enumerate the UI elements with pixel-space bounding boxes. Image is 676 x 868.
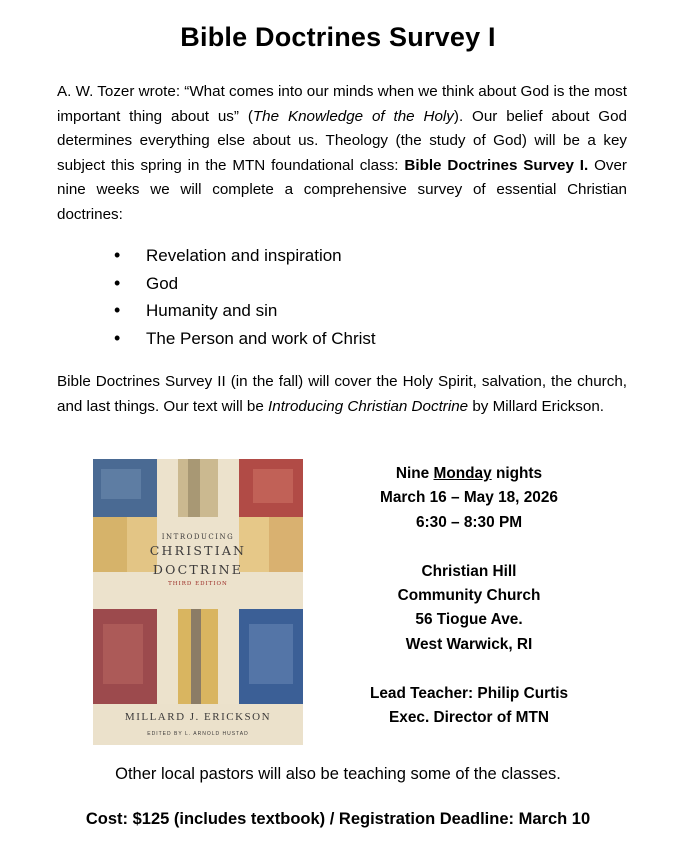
- page-title: Bible Doctrines Survey I: [180, 22, 496, 52]
- book-cover-author: MILLARD J. ERICKSON: [124, 711, 272, 723]
- intro-paragraph: [57, 80, 627, 228]
- church-line-2: Community Church: [397, 587, 541, 605]
- bullet-icon: •: [114, 245, 121, 265]
- intro-text-1: A. W. Tozer wrote: “What comes into our minds when we think about God is the most important thing about us” (: [57, 83, 627, 125]
- doctrine-list: [114, 242, 376, 352]
- teacher-line: Lead Teacher: Philip Curtis: [369, 684, 569, 702]
- list-item: • Humanity and sin: [114, 297, 376, 325]
- address-line: 56 Tiogue Ave.: [415, 611, 523, 629]
- intro-text-3: Over nine weeks we will complete a comprehensive survey of essential Christian doctrines:: [57, 156, 627, 223]
- intro-text-2: ). Our belief about God determines everything else about us. Theology (the study of God) will be a key subject this spring in the MTN foundational class:: [57, 107, 627, 174]
- followup-paragraph: [57, 370, 627, 419]
- time-line: 6:30 – 8:30 PM: [415, 513, 523, 531]
- nights-line: Nine Monday nights: [395, 465, 543, 482]
- bullet-icon: •: [114, 300, 121, 321]
- followup-text-2: by Millard Erickson.: [468, 397, 605, 415]
- weekday: Monday: [433, 465, 492, 482]
- book-cover-small: INTRODUCING: [161, 533, 235, 541]
- cost-line: Cost: $125 (includes textbook) / Registration Deadline: March 10: [85, 810, 591, 828]
- bullet-icon: •: [114, 327, 121, 348]
- book-cover-line2: DOCTRINE: [152, 562, 244, 577]
- book-cover-edition: THIRD EDITION: [168, 581, 228, 587]
- book-cover-image: [93, 459, 303, 745]
- followup-text-1: Bible Doctrines Survey II (in the fall) will cover the Holy Spirit, salvation, the church, and last things. Our text will be: [57, 373, 627, 415]
- pastors-note: Other local pastors will also be teaching some of the classes.: [115, 765, 561, 783]
- bullet-icon: •: [114, 272, 121, 293]
- book-cover-line1: CHRISTIAN: [149, 543, 247, 558]
- role-line: Exec. Director of MTN: [389, 709, 549, 727]
- church-line-1: Christian Hill: [421, 562, 517, 580]
- list-item: • God: [114, 270, 376, 298]
- event-details: [335, 462, 603, 730]
- list-item: • Revelation and inspiration: [114, 242, 376, 270]
- dates-line: March 16 – May 18, 2026: [380, 489, 558, 507]
- city-line: West Warwick, RI: [405, 635, 533, 653]
- book-cover-title: [93, 533, 303, 587]
- quote-source: The Knowledge of the Holy: [252, 107, 454, 125]
- book-title-ref: Introducing Christian Doctrine: [268, 397, 469, 415]
- book-cover-editor: EDITED BY L. ARNOLD HUSTAD: [147, 731, 249, 737]
- book-cover-art: [93, 459, 303, 745]
- class-name: Bible Doctrines Survey I.: [404, 156, 589, 174]
- list-item: • The Person and work of Christ: [114, 325, 376, 353]
